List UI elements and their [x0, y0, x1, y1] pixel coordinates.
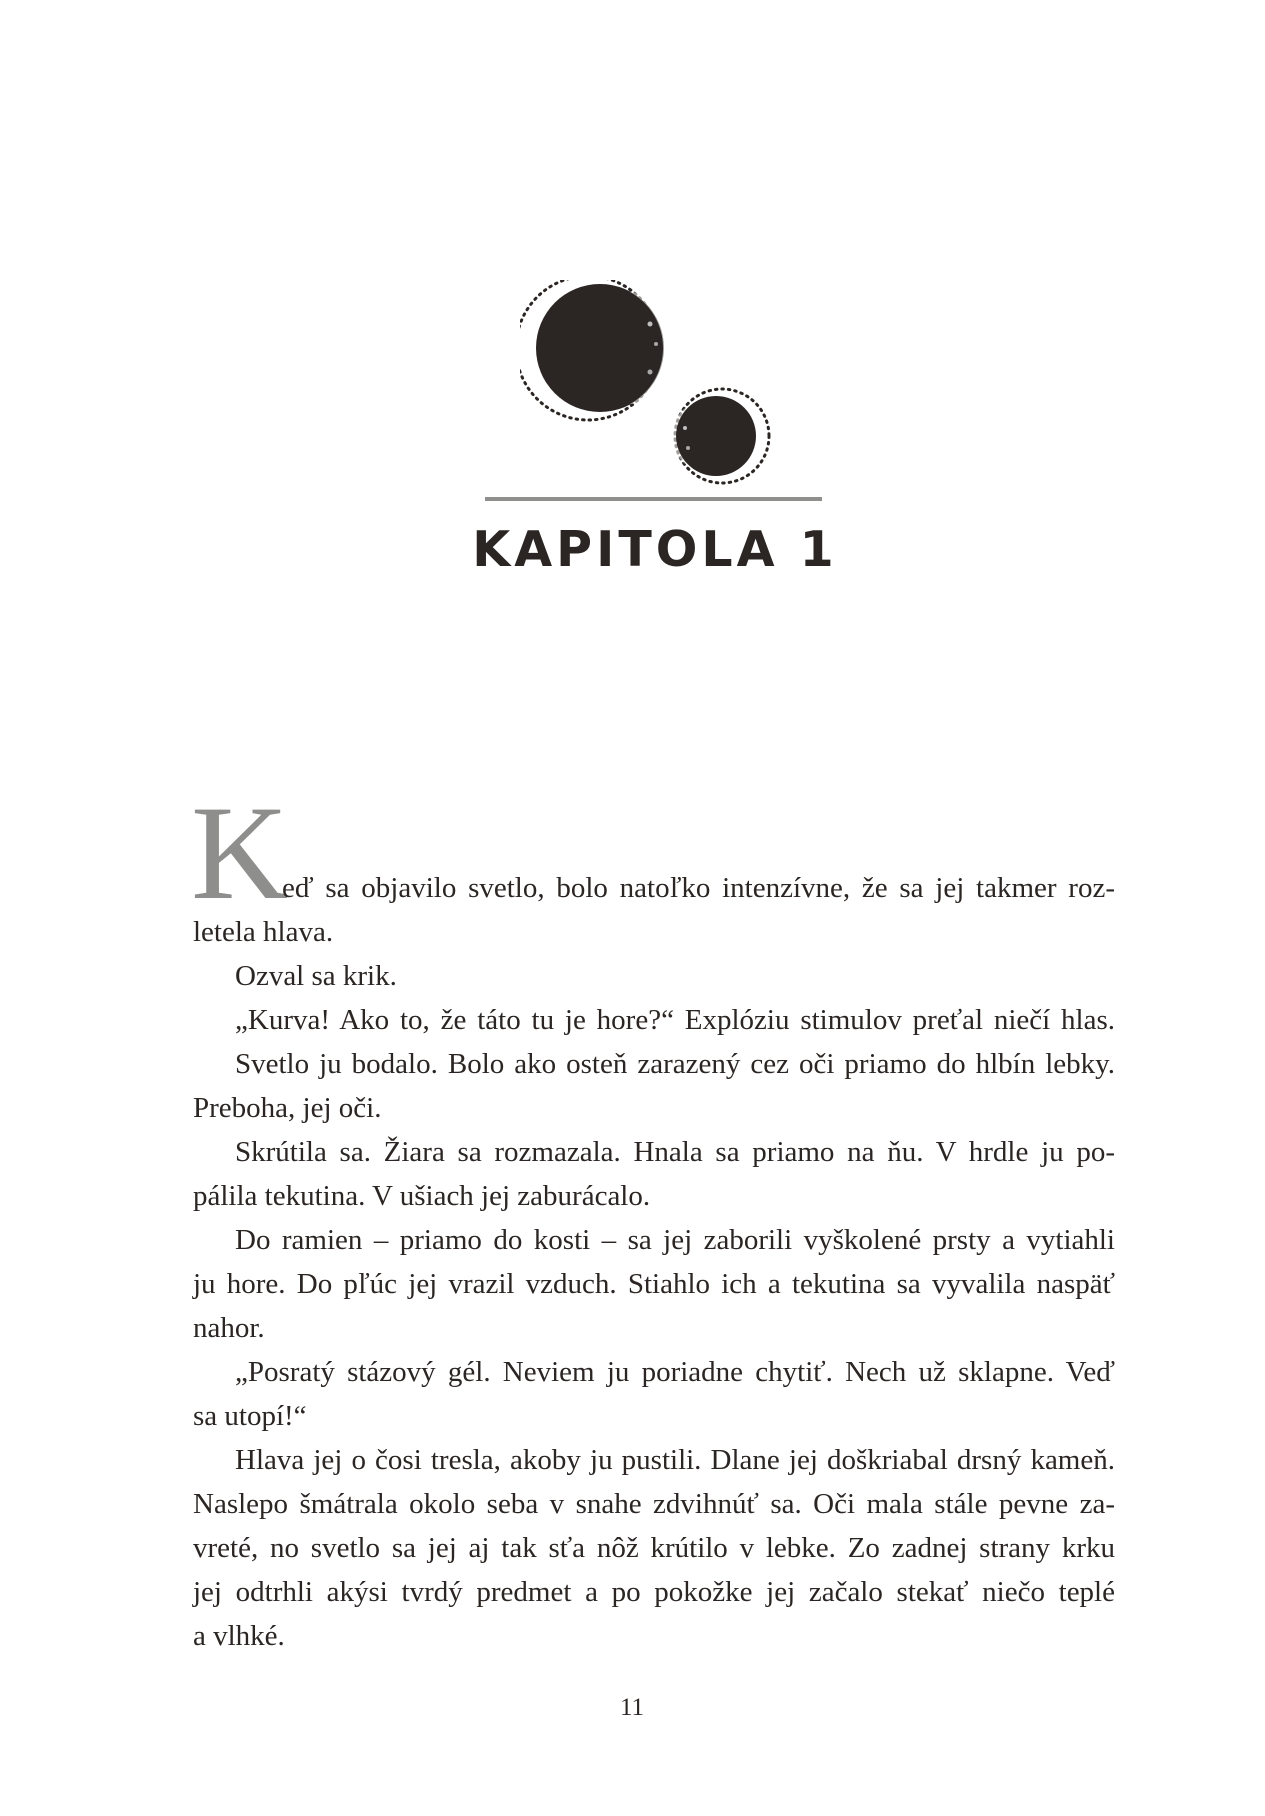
text-line: Preboha, jej oči. [193, 1092, 382, 1124]
text-line: letela hlava. [193, 916, 334, 948]
text-line: Skrútila sa. Žiara sa rozmazala. Hnala sa priamo na ňu. V hrdle ju po- [235, 1136, 1115, 1168]
text-line: Ozval sa krik. [235, 960, 397, 992]
text-line: a vlhké. [193, 1620, 285, 1652]
text-line: eď sa objavilo svetlo, bolo natoľko intenzívne, že sa jej takmer roz- [282, 872, 1115, 904]
text-line: jej odtrhli akýsi tvrdý predmet a po pokožke jej začalo stekať niečo teplé [193, 1576, 1115, 1608]
text-line: Do ramien – priamo do kosti – sa jej zaborili vyškolené prsty a vytiahli [235, 1224, 1115, 1256]
text-line: Naslepo šmátrala okolo seba v snahe zdvihnúť sa. Oči mala stále pevne za- [193, 1488, 1115, 1520]
text-line: sa utopí!“ [193, 1400, 307, 1432]
text-line: nahor. [193, 1312, 265, 1344]
chapter-title: KAPITOLA 1 [472, 521, 838, 578]
text-line: ju hore. Do pľúc jej vrazil vzduch. Stiahlo ich a tekutina sa vyvalila naspäť [193, 1268, 1115, 1300]
text-line: pálila tekutina. V ušiach jej zaburácalo. [193, 1180, 651, 1212]
text-line: „Posratý stázový gél. Neviem ju poriadne chytiť. Nech už sklapne. Veď [235, 1356, 1115, 1388]
drop-cap: K [191, 779, 289, 928]
text-line: vreté, no svetlo sa jej aj tak sťa nôž krútilo v lebke. Zo zadnej strany krku [193, 1532, 1115, 1564]
text-line: Svetlo ju bodalo. Bolo ako osteň zarazený cez oči priamo do hlbín lebky. [235, 1048, 1115, 1080]
text-line: Hlava jej o čosi tresla, akoby ju pustili. Dlane jej doškriabal drsný kameň. [235, 1444, 1115, 1476]
text-line: „Kurva! Ako to, že táto tu je hore?“ Explóziu stimulov preťal niečí hlas. [235, 1004, 1115, 1036]
page-number: 11 [619, 1694, 645, 1721]
